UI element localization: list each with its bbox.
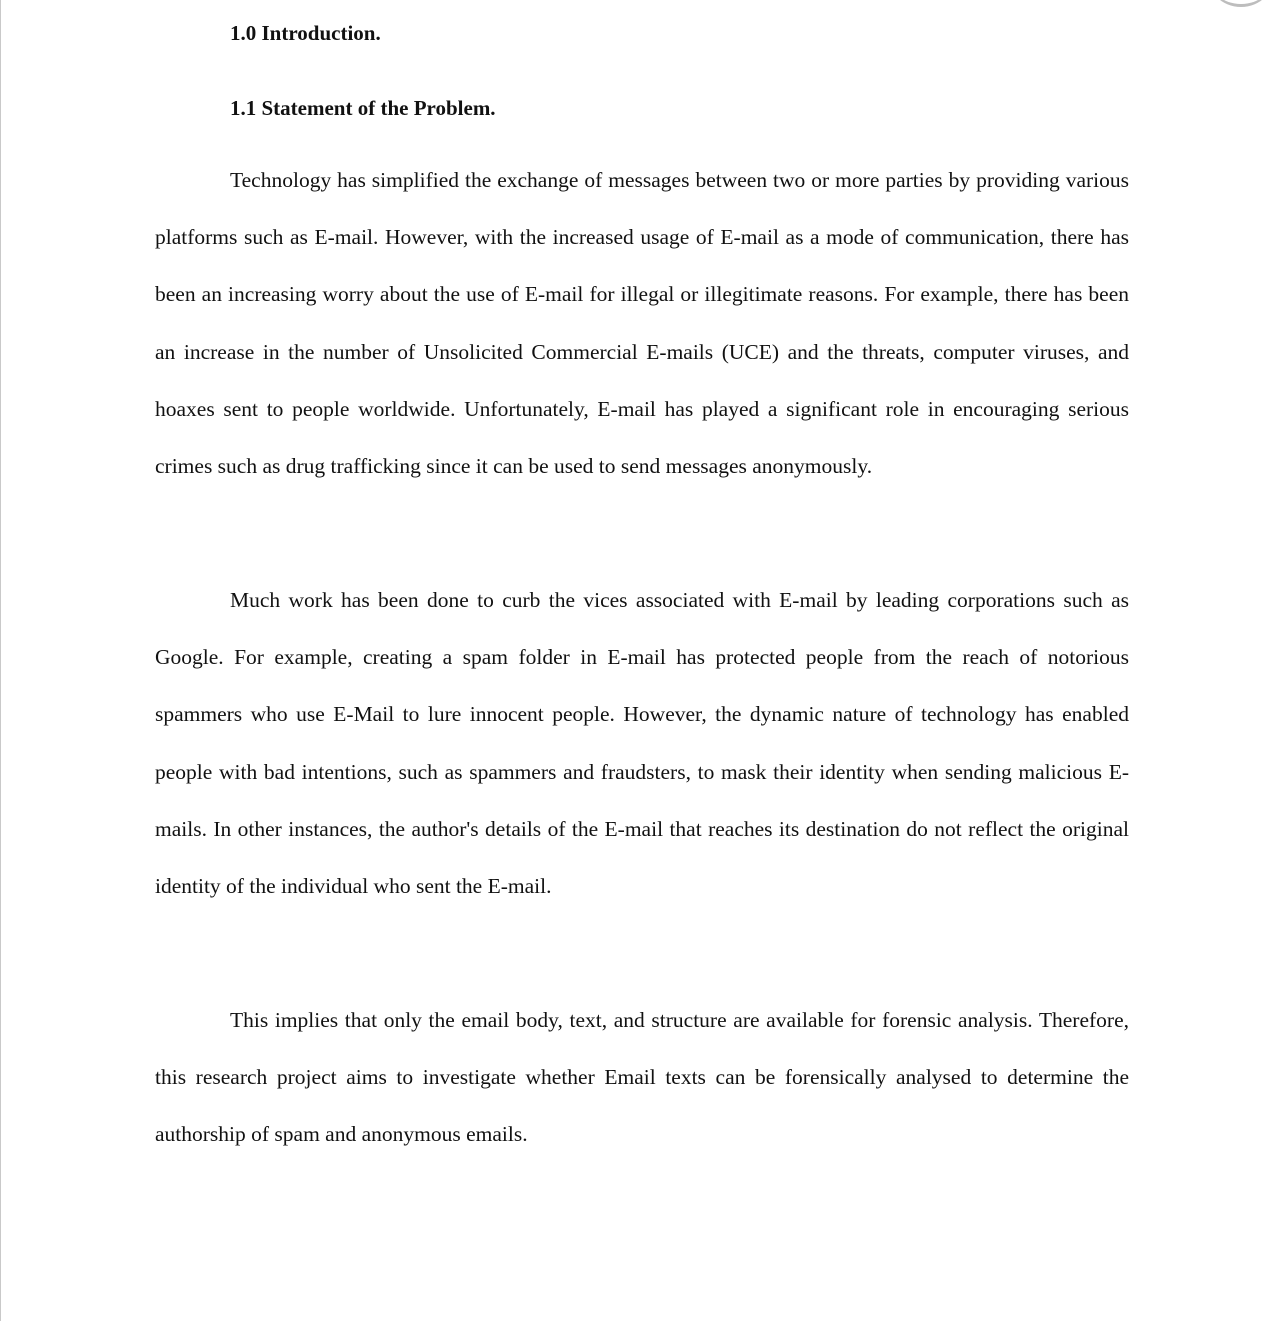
section-heading-introduction: 1.0 Introduction. (230, 21, 381, 45)
page-left-edge (0, 0, 1, 1321)
paragraph-1: Technology has simplified the exchange of messages between two or more parties by providing various platforms such as E-mail. However, with the increased usage of E-mail as a mode of communication, there has been an increasing worry about the use of E-mail for illegal or illegitimate reasons. For example, there has been an increase in the number of Unsolicited Commercial E-mails (UCE) and the threats, computer viruses, and hoaxes sent to people worldwide. Unfortunately, E-mail has played a significant role in encouraging serious crimes such as drug trafficking since it can be used to send messages anonymously. (155, 168, 1129, 479)
paragraph-3: This implies that only the email body, text, and structure are available for forensic analysis. Therefore, this research project aims to investigate whether Email texts can be forensically analysed to determine the authorship of spam and anonymous emails. (155, 1008, 1129, 1147)
section-heading-statement-of-problem: 1.1 Statement of the Problem. (230, 96, 496, 120)
page-corner-mark (1206, 0, 1262, 7)
paragraph-2: Much work has been done to curb the vices associated with E-mail by leading corporations such as Google. For example, creating a spam folder in E-mail has protected people from the reach of notorious spammers who use E-Mail to lure innocent people. However, the dynamic nature of technology has enabled people with bad intentions, such as spammers and fraudsters, to mask their identity when sending malicious E-mails. In other instances, the author's details of the E-mail that reaches its destination do not reflect the original identity of the individual who sent the E-mail. (155, 588, 1129, 899)
